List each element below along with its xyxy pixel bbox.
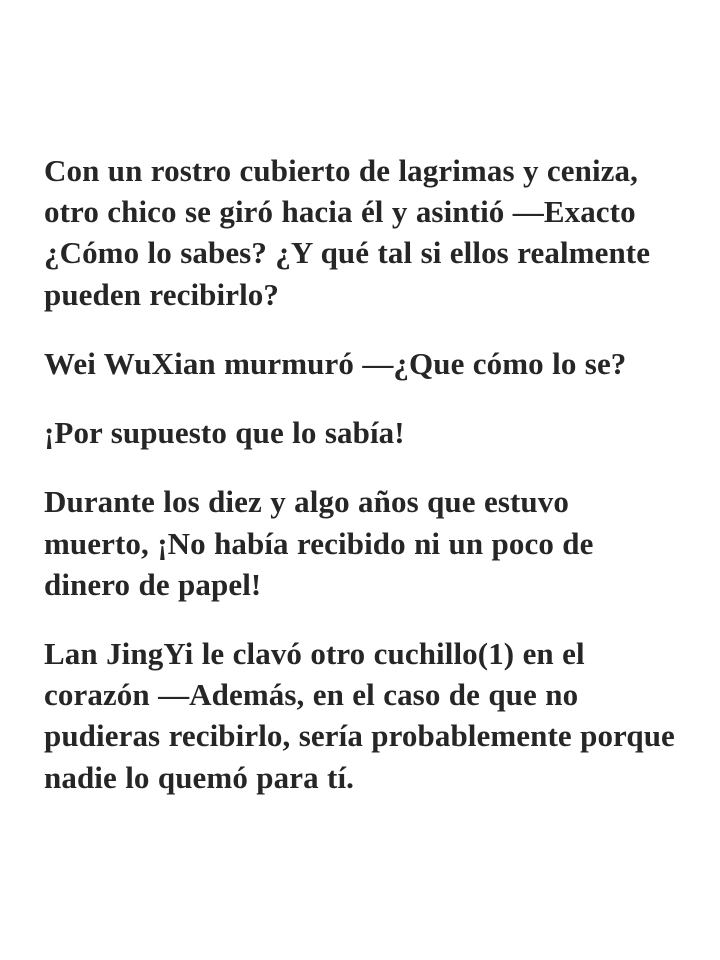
paragraph-4: Durante los diez y algo años que estuvo muerto, ¡No había recibido ni un poco de dinero de papel! [44, 484, 594, 602]
paragraph-3: ¡Por supuesto que lo sabía! [44, 415, 405, 451]
paragraph-5: Lan JingYi le clavó otro cuchillo(1) en el corazón —Además, en el caso de que no pudieras recibirlo, sería probablemente porque nadie lo quemó para tí. [44, 635, 675, 795]
reader-text-body [44, 150, 676, 798]
paragraph-2: Wei WuXian murmuró —¿Que cómo lo se? [44, 345, 627, 381]
paragraph-1: Con un rostro cubierto de lagrimas y ceniza, otro chico se giró hacia él y asintió —Exacto ¿Cómo lo sabes? ¿Y qué tal si ellos realmente pueden recibirlo? [44, 153, 651, 312]
